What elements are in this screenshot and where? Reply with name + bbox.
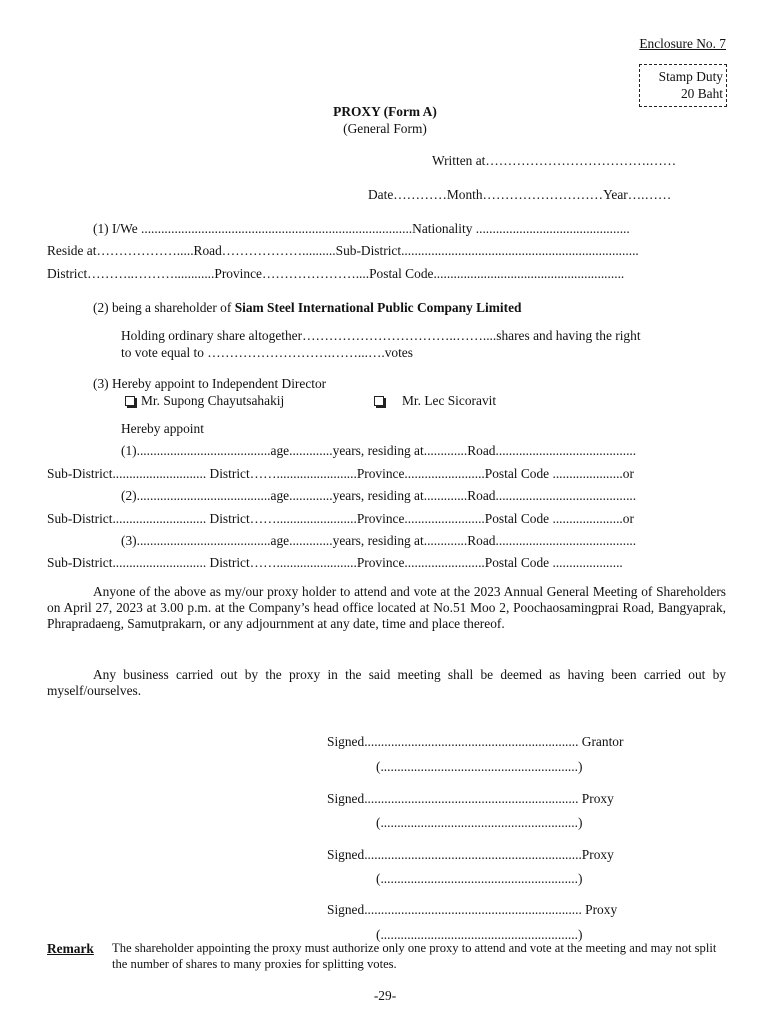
proxy-1-name-line: (...........................................................): [376, 815, 583, 830]
proxy-3-details: (3)........................................age.............years, residing at.............Road..........................................: [121, 533, 637, 548]
written-at-field: Written at……………………………….……: [432, 153, 677, 168]
authorization-paragraph: Anyone of the above as my/our proxy holder to attend and vote at the 2023 Annual General Meeting of Shareholders on April 27, 2023 at 3.00 p.m. at the Company’s head office located at No.51 Moo 2, Poochaosamingprai Road, Bangyaprak, Phrapradaeng, Samutprakarn, or any adjournment at any date, time and place thereof.: [47, 584, 726, 632]
proxy-1-details: (1)........................................age.............years, residing at.............Road..........................................: [121, 443, 637, 458]
page-number: -29-: [373, 988, 397, 1003]
proxy-2-name-line: (...........................................................): [376, 871, 583, 886]
checkbox-icon[interactable]: [125, 396, 135, 406]
proxy-3-signature-line: Signed................................................................. Proxy: [327, 902, 618, 917]
hereby-appoint-label: Hereby appoint: [121, 421, 204, 436]
form-subtitle: (General Form): [343, 121, 427, 136]
proxy-2-signature-line: Signed.................................................................Proxy: [327, 847, 614, 862]
deemed-business-paragraph: Any business carried out by the proxy in the said meeting shall be deemed as having been carried out by myself/ourselves.: [47, 667, 726, 699]
section2-shareholder-line: [93, 300, 521, 315]
remark-text: The shareholder appointing the proxy must authorize only one proxy to attend and vote at the meeting and may not split the number of shares to many proxies for splitting votes.: [112, 941, 717, 971]
enclosure-number: Enclosure No. 7: [639, 36, 726, 51]
section1-address-line: Reside at……………….....Road………………..........Sub-District.......................................................................: [47, 243, 639, 258]
director-option-1[interactable]: [125, 393, 284, 408]
section1-district-line: District………..………............Province…………………....Postal Code.........................................................: [47, 266, 625, 281]
proxy-3-name-line: (...........................................................): [376, 927, 583, 942]
director-option-2[interactable]: [374, 393, 496, 408]
section1-name-line: (1) I/We .................................................................................Nationality ..............................................: [93, 221, 630, 236]
stamp-duty-box: [639, 64, 727, 107]
proxy-1-address: Sub-District............................ District……........................Province........................Postal Code .....................or: [47, 466, 634, 481]
director-2-name: Mr. Lec Sicoravit: [402, 393, 497, 408]
stamp-duty-amount: 20 Baht: [680, 85, 723, 101]
director-1-name: Mr. Supong Chayutsahakij: [141, 393, 285, 408]
voting-rights-line: to vote equal to ……………………….……...….votes: [121, 345, 413, 360]
holding-shares-line: Holding ordinary share altogether……………………………..……....shares and having the right: [121, 328, 641, 343]
stamp-duty-label: Stamp Duty: [658, 69, 723, 84]
company-name: Siam Steel International Public Company Limited: [234, 300, 522, 315]
form-title: PROXY (Form A): [333, 104, 437, 119]
grantor-name-line: (...........................................................): [376, 759, 583, 774]
remark-label: Remark: [47, 941, 94, 956]
date-field: Date…………Month………………………Year….……: [368, 187, 672, 202]
checkbox-icon[interactable]: [374, 396, 384, 406]
proxy-2-address: Sub-District............................ District……........................Province........................Postal Code .....................or: [47, 511, 634, 526]
section3-appoint-director: (3) Hereby appoint to Independent Director: [93, 376, 327, 391]
proxy-2-details: (2)........................................age.............years, residing at.............Road..........................................: [121, 488, 637, 503]
section2-prefix: (2) being a shareholder of: [93, 300, 232, 315]
proxy-3-address: Sub-District............................ District……........................Province........................Postal Code .....................: [47, 555, 623, 570]
grantor-signature-line: Signed................................................................ Grantor: [327, 734, 624, 749]
proxy-1-signature-line: Signed................................................................ Proxy: [327, 791, 614, 806]
